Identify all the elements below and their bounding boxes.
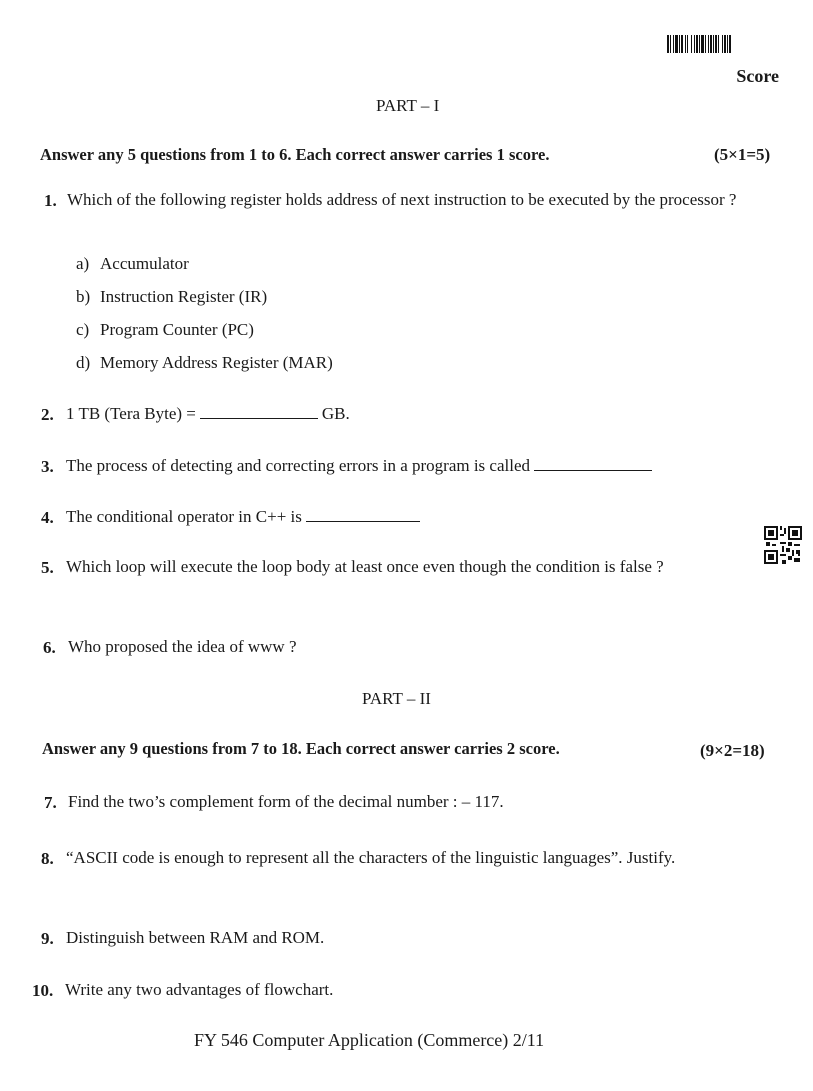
- question-text: Find the two’s complement form of the decimal number : – 117.: [68, 792, 504, 811]
- question-number: 1.: [44, 191, 57, 210]
- question-text: Distinguish between RAM and ROM.: [66, 928, 325, 947]
- part-2-instruction: Answer any 9 questions from 7 to 18. Each correct answer carries 2 score.: [42, 739, 560, 758]
- question-number: 2.: [41, 405, 54, 424]
- question-text: [66, 398, 350, 429]
- question-text-content: The process of detecting and correcting errors in a program is called: [66, 456, 531, 475]
- page-footer: FY 546 Computer Application (Commerce) 2/11: [194, 1030, 545, 1050]
- option-label: b): [76, 287, 91, 306]
- question-number: 3.: [41, 457, 54, 476]
- option-label: d): [76, 353, 91, 372]
- part-1-title: PART – I: [376, 96, 440, 115]
- answer-blank: [534, 469, 652, 471]
- part-1-instruction: Answer any 5 questions from 1 to 6. Each correct answer carries 1 score.: [40, 145, 550, 164]
- option-text: Program Counter (PC): [100, 320, 254, 339]
- question-text: [66, 501, 424, 532]
- question-text: Which loop will execute the loop body at least once even though the condition is false ?: [66, 557, 664, 576]
- question-text: [66, 450, 656, 481]
- part-2-title: PART – II: [362, 689, 431, 708]
- part-2-marks: (9×2=18): [700, 741, 765, 760]
- qr-code-icon: [764, 526, 802, 564]
- question-text: Write any two advantages of flowchart.: [65, 980, 334, 999]
- part-1-marks: (5×1=5): [714, 145, 771, 164]
- question-number: 10.: [32, 981, 54, 1000]
- question-number: 7.: [44, 793, 57, 812]
- option-text: Memory Address Register (MAR): [100, 353, 333, 372]
- question-text-after: GB.: [321, 404, 350, 423]
- question-number: 5.: [41, 558, 54, 577]
- question-text-content: The conditional operator in C++ is: [66, 507, 302, 526]
- option-text: Accumulator: [100, 254, 189, 273]
- question-text-before: 1 TB (Tera Byte) =: [66, 404, 196, 423]
- barcode-bar: [729, 35, 731, 53]
- option-label: c): [76, 320, 90, 339]
- question-number: 4.: [41, 508, 54, 527]
- barcode-icon: [667, 35, 779, 53]
- question-number: 8.: [41, 849, 54, 868]
- option-text: Instruction Register (IR): [100, 287, 268, 306]
- question-text: Which of the following register holds address of next instruction to be executed by the processor ?: [67, 190, 737, 209]
- answer-blank: [200, 417, 318, 419]
- score-label: Score: [736, 66, 779, 86]
- question-text: “ASCII code is enough to represent all the characters of the linguistic languages”. Justify.: [66, 848, 676, 867]
- option-label: a): [76, 254, 90, 273]
- answer-blank: [306, 520, 420, 522]
- question-number: 9.: [41, 929, 54, 948]
- question-number: 6.: [43, 638, 56, 657]
- question-text: Who proposed the idea of www ?: [68, 637, 297, 656]
